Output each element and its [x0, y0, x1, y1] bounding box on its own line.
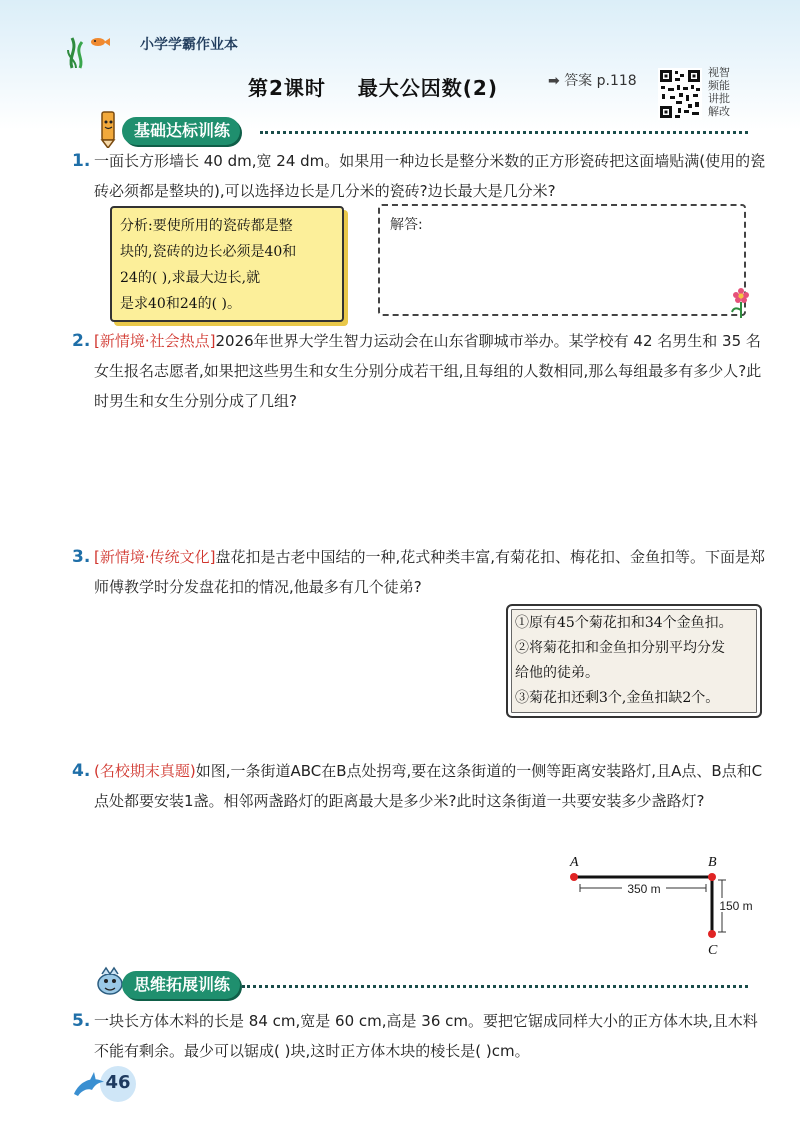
dotted-divider — [242, 985, 748, 988]
lesson-title — [248, 72, 498, 101]
question-text: 如图,一条街道ABC在B点处拐弯,要在这条街道的一侧等距离安装路灯,且A点、B点和C点处都要安装1盏。相邻两盏路灯的距离最大是多少米?此时这条街道一共要安装多少盏路灯? — [94, 762, 763, 810]
section-title: 思维拓展训练 — [122, 971, 240, 999]
lesson-number: 第2课时 — [248, 76, 326, 100]
label-b: B — [708, 855, 717, 870]
question-1 — [72, 146, 766, 206]
analysis-line: 块的,瓷砖的边长必须是40和 — [120, 244, 297, 260]
question-tag: [新情境·社会热点] — [94, 332, 216, 350]
question-text: 盘花扣是古老中国结的一种,花式种类丰富,有菊花扣、梅花扣、金鱼扣等。下面是郑师傅教学时分发盘花扣的情况,他最多有几个徒弟? — [94, 548, 766, 596]
question-number: 5. — [72, 1011, 91, 1031]
label-c: C — [708, 943, 718, 958]
question-number: 2. — [72, 331, 91, 351]
info-line: ①原有45个菊花扣和34个金鱼扣。 — [515, 615, 733, 631]
answer-reference — [548, 70, 637, 90]
street-diagram — [560, 850, 760, 960]
video-explanation-label: 视智 频能 讲批 解改 — [708, 66, 730, 118]
analysis-note — [110, 206, 344, 322]
question-4 — [72, 756, 766, 816]
analysis-line: 是求40和24的( )。 — [120, 296, 242, 312]
question-tag: [新情境·传统文化] — [94, 548, 216, 566]
lesson-name: 最大公因数(2) — [357, 76, 498, 100]
question-text: 一面长方形墙长 40 dm,宽 24 dm。如果用一种边长是整分米数的正方形瓷砖把这面墙贴满(使用的瓷砖必须都是整块的),可以选择边长是几分米的瓷砖?边长最大是几分米? — [94, 152, 766, 200]
question-3 — [72, 542, 766, 602]
info-box — [506, 604, 762, 718]
point-c — [708, 930, 716, 938]
analysis-line: 分析:要使所用的瓷砖都是整 — [120, 218, 293, 234]
question-text: 一块长方体木料的长是 84 cm,宽是 60 cm,高是 36 cm。要把它锯成同样大小的正方体木块,且木料不能有剩余。最少可以锯成( )块,这时正方体木块的棱长是( )cm。 — [94, 1012, 758, 1060]
label-a: A — [570, 855, 579, 870]
info-line: ③菊花扣还剩3个,金鱼扣缺2个。 — [515, 690, 720, 706]
question-number: 3. — [72, 547, 91, 567]
flower-icon — [728, 288, 754, 318]
bc-length-label: 150 m — [719, 899, 753, 913]
point-b — [708, 873, 716, 881]
question-number: 1. — [72, 151, 91, 171]
section-title: 基础达标训练 — [122, 117, 240, 145]
section-extended-thinking — [92, 968, 752, 1002]
answer-label: 解答: — [390, 217, 423, 233]
info-line: ②将菊花扣和金鱼扣分别平均分发 — [515, 640, 725, 656]
book-title: 小学学霸作业本 — [140, 37, 238, 53]
question-tag: (名校期末真题) — [94, 762, 196, 780]
question-2 — [72, 326, 766, 416]
dotted-divider — [260, 131, 748, 134]
info-line: 给他的徒弟。 — [515, 665, 599, 681]
arrow-right-icon: ➡ — [548, 73, 560, 89]
answer-box[interactable] — [378, 204, 746, 316]
question-5 — [72, 1006, 766, 1066]
seaweed-logo-icon — [64, 28, 112, 70]
point-a — [570, 873, 578, 881]
question-number: 4. — [72, 761, 91, 781]
analysis-line: 24的( ),求最大边长,就 — [120, 270, 261, 286]
qr-code-icon[interactable] — [658, 68, 702, 120]
ab-length-label: 350 m — [627, 882, 661, 896]
section-basic-training — [92, 114, 752, 148]
question-text: 2026年世界大学生智力运动会在山东省聊城市举办。某学校有 42 名男生和 35 名女生报名志愿者,如果把这些男生和女生分别分成若干组,且每组的人数相同,那么每组最多有多少人?此时男生和女生分别分成了几组? — [94, 332, 762, 410]
page-number: 46 — [72, 1062, 132, 1102]
answer-page-text: 答案 p.118 — [564, 73, 637, 89]
